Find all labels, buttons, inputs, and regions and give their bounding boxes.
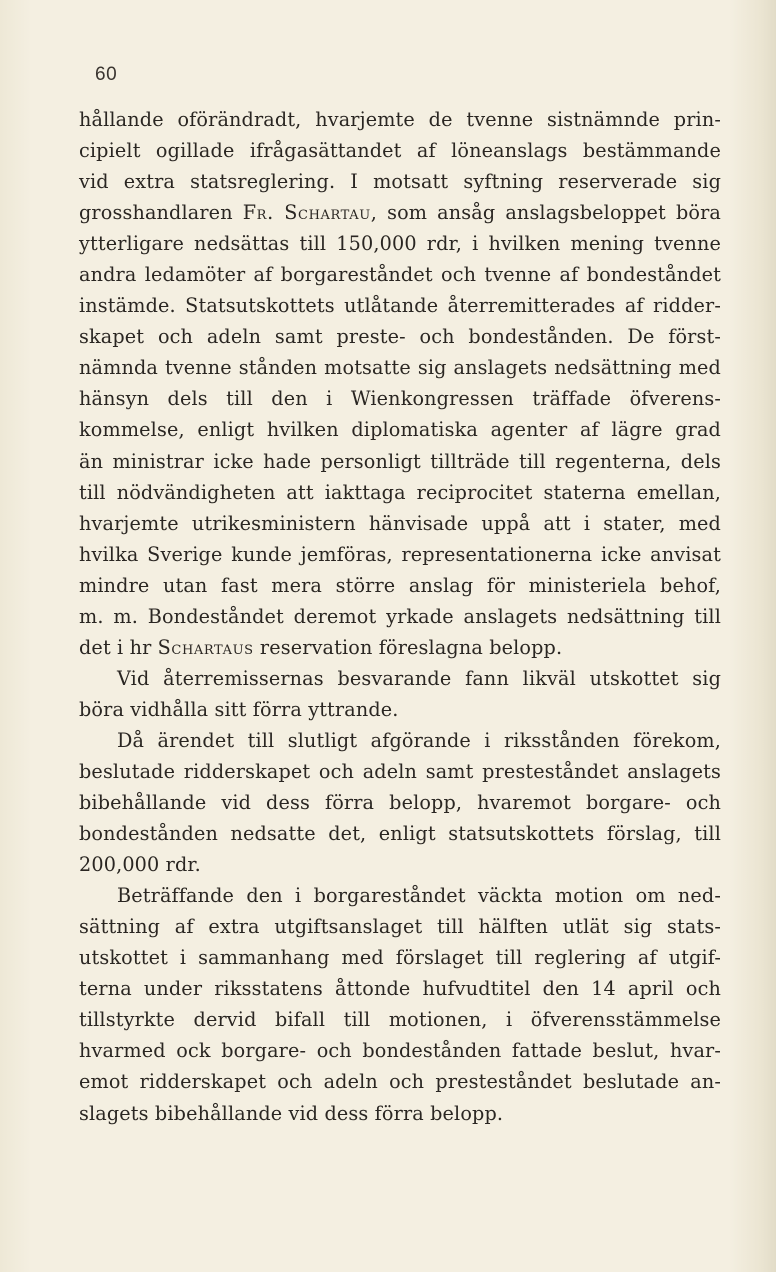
person-name: Fr. Schartau: [242, 201, 371, 225]
text-line: Beträffande den i borgareståndet väckta motion om ned-: [117, 884, 721, 908]
text-line: m. m. Bondeståndet deremot yrkade anslagets nedsättning till: [79, 604, 721, 628]
text-line: Då ärendet till slutligt afgörande i riksstånden förekom,: [117, 728, 721, 752]
text-line: sättning af extra utgiftsanslaget till hälften utlät sig stats-: [79, 915, 721, 939]
text-line: terna under riksstatens åttonde hufvudtitel den 14 april och: [79, 977, 721, 1001]
text-segment: grosshandlaren: [79, 201, 243, 225]
text-line: cipielt ogillade ifrågasättandet af löneanslags bestämmande: [79, 139, 721, 163]
text-segment: reservation föreslagna belopp.: [253, 635, 563, 659]
text-line: vid extra statsreglering. I motsatt syftning reserverade sig: [79, 170, 721, 194]
text-line: hvarmed ock borgare- och bondestånden fattade beslut, hvar-: [79, 1039, 721, 1063]
text-line: [79, 197, 721, 228]
text-line: hänsyn dels till den i Wienkongressen träffade öfverens-: [79, 387, 721, 411]
text-line: hvarjemte utrikesministern hänvisade uppå att i stater, med: [79, 511, 721, 535]
text-line: än ministrar icke hade personligt tillträde till regenterna, dels: [79, 449, 721, 473]
text-line: [79, 632, 721, 663]
text-line: beslutade ridderskapet och adeln samt presteståndet anslagets: [79, 759, 721, 783]
person-name: Schartaus: [157, 635, 254, 659]
text-segment: det i hr: [79, 635, 158, 659]
text-line: bibehållande vid dess förra belopp, hvaremot borgare- och: [79, 791, 721, 815]
text-line: till nödvändigheten att iakttaga reciprocitet staterna emellan,: [79, 480, 721, 504]
text-line: böra vidhålla sitt förra yttrande.: [79, 697, 399, 721]
text-line: Vid återremissernas besvarande fann likväl utskottet sig: [117, 666, 721, 690]
text-line: mindre utan fast mera större anslag för ministeriela behof,: [79, 573, 721, 597]
text-line: bondestånden nedsatte det, enligt statsutskottets förslag, till: [79, 822, 721, 846]
text-line: nämnda tvenne stånden motsatte sig anslagets nedsättning med: [79, 356, 721, 380]
text-segment: , som ansåg anslagsbeloppet böra: [370, 201, 722, 225]
text-line: kommelse, enligt hvilken diplomatiska agenter af lägre grad: [79, 418, 721, 442]
body-text: [79, 104, 721, 1129]
text-line: andra ledamöter af borgareståndet och tvenne af bondeståndet: [79, 263, 721, 287]
text-line: 200,000 rdr.: [79, 853, 201, 877]
page-number: 60: [95, 64, 118, 85]
text-line: instämde. Statsutskottets utlåtande återremitterades af ridder-: [79, 294, 721, 318]
text-line: hvilka Sverige kunde jemföras, representationerna icke anvisat: [79, 542, 721, 566]
text-line: tillstyrkte dervid bifall till motionen, i öfverensstämmelse: [79, 1008, 721, 1032]
text-line: utskottet i sammanhang med förslaget till reglering af utgif-: [79, 946, 721, 970]
text-line: slagets bibehållande vid dess förra belopp.: [79, 1101, 504, 1125]
text-line: ytterligare nedsättas till 150,000 rdr, i hvilken mening tvenne: [79, 232, 721, 256]
text-line: skapet och adeln samt preste- och bondestånden. De först-: [79, 325, 721, 349]
text-line: hållande oförändradt, hvarjemte de tvenne sistnämnde prin-: [79, 108, 721, 131]
text-line: emot ridderskapet och adeln och presteståndet beslutade an-: [79, 1070, 721, 1094]
